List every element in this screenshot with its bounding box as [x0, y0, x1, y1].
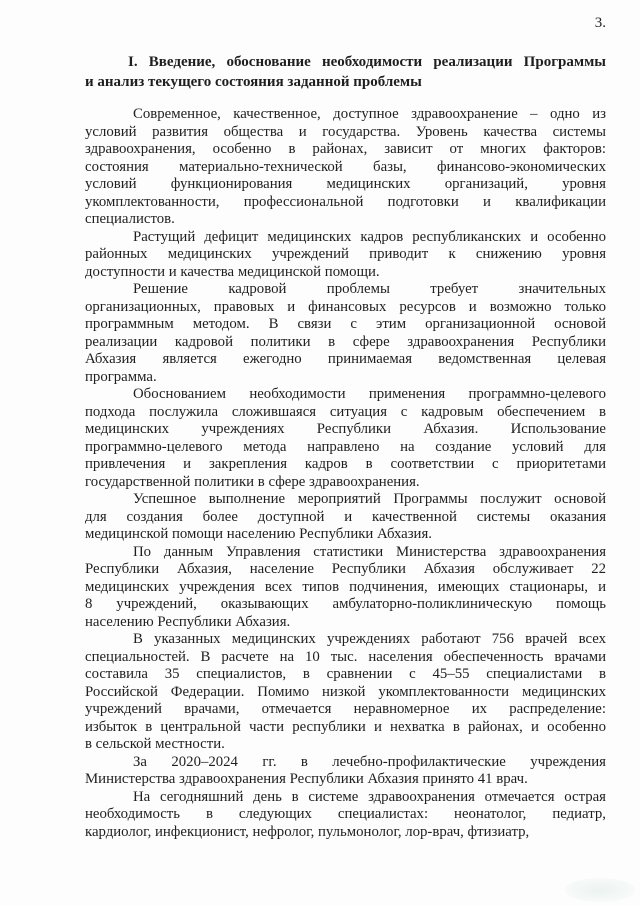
text-line: 8 учреждений, оказывающих амбулаторно-поликлиническую помощь: [85, 596, 606, 612]
paragraph: [85, 229, 606, 282]
text-line: государственной политики в сфере здравоохранения.: [85, 473, 420, 490]
heading-line: и анализ текущего состояния заданной проблемы: [85, 74, 422, 90]
text-line: специальностей. В расчете на 10 тыс. населения обеспеченность врачами: [85, 648, 606, 665]
text-line: районных медицинских учреждений приводит к снижению уровня: [85, 246, 606, 262]
paragraph: [85, 631, 606, 754]
text-line: За 2020–2024 гг. в лечебно-профилактические учреждения: [133, 753, 606, 770]
text-line: программным методом. В связи с этим организационной основой: [85, 316, 606, 332]
text-line: специалистов.: [85, 211, 175, 227]
paragraph: [85, 281, 606, 386]
text-line: программа.: [85, 368, 157, 385]
text-line: Растущий дефицит медицинских кадров республиканских и особенно: [133, 228, 606, 245]
text-line: доступности и качества медицинской помощи.: [85, 263, 380, 280]
text-line: Российской Федерации. Помимо низкой укомплектованности медицинских: [85, 683, 606, 700]
text-line: кардиолог, инфекционист, нефролог, пульмонолог, лор-врач, фтизиатр,: [85, 823, 530, 840]
paragraph: [85, 754, 606, 789]
paragraph: [85, 106, 606, 229]
text-line: Министерства здравоохранения Республики Абхазия принято 41 врач.: [85, 771, 528, 787]
text-line: медицинских учреждениях Республики Абхазия. Использование: [85, 421, 606, 437]
text-line: организационных, правовых и финансовых ресурсов и возможно только: [85, 298, 606, 315]
text-line: По данным Управления статистики Министерства здравоохранения: [133, 543, 606, 560]
text-line: состояния материально-технической базы, финансово-экономических: [85, 158, 606, 175]
text-line: На сегодняшний день в системе здравоохранения отмечается острая: [133, 788, 606, 805]
text-line: учреждений врачами, отмечается неравномерное их распределение:: [85, 701, 606, 717]
section-heading: [85, 52, 606, 92]
text-line: Абхазия является ежегодно принимаемая ведомственная целевая: [85, 351, 606, 367]
text-line: привлечения и закрепления кадров в соответствии с приоритетами: [85, 456, 606, 472]
text-line: реализации кадровой политики в сфере здравоохранения Республики: [85, 333, 606, 350]
scan-artifact: [565, 878, 635, 902]
paragraph: [85, 386, 606, 491]
text-line: Успешное выполнение мероприятий Программы послужит основой: [133, 491, 606, 507]
text-line: медицинских учреждения всех типов подчинения, имеющих стационары, и: [85, 578, 606, 595]
text-line: в сельской местности.: [85, 736, 225, 752]
paragraph: [85, 544, 606, 632]
heading-line: I. Введение, обоснование необходимости реализации Программы: [128, 54, 606, 70]
paragraph: [85, 491, 606, 544]
text-line: для создания более доступной и качественной системы оказания: [85, 508, 606, 525]
page-number: 3.: [594, 15, 606, 31]
text-line: населению Республики Абхазия.: [85, 613, 291, 630]
text-line: медицинской помощи населению Республики Абхазия.: [85, 526, 432, 542]
text-line: укомплектованности, профессиональной подготовки и квалификации: [85, 193, 606, 210]
text-line: Обоснованием необходимости применения программно-целевого: [133, 386, 606, 402]
paragraph: [85, 789, 606, 842]
text-line: необходимость в следующих специалистах: неонатолог, педиатр,: [85, 806, 606, 822]
text-line: составила 35 специалистов, в сравнении с 45–55 специалистами в: [85, 666, 606, 682]
text-line: В указанных медицинских учреждениях работают 756 врачей всех: [133, 631, 606, 647]
text-line: здравоохранения, особенно в районах, зависит от многих факторов:: [85, 141, 606, 157]
text-line: программно-целевого метода направлено на создание условий для: [85, 438, 606, 455]
text-line: условий развития общества и государства. Уровень качества системы: [85, 123, 606, 140]
text-line: Республики Абхазия, население Республики Абхазия обслуживает 22: [85, 561, 606, 577]
document-content: [85, 52, 606, 841]
document-body: [85, 106, 606, 841]
text-line: условий функционирования медицинских организаций, уровня: [85, 176, 606, 192]
text-line: Решение кадровой проблемы требует значительных: [133, 281, 606, 297]
text-line: Современное, качественное, доступное здравоохранение – одно из: [133, 106, 606, 122]
text-line: избыток в центральной части республики и нехватка в районах, и особенно: [85, 718, 606, 735]
text-line: подхода послужила сложившаяся ситуация с кадровым обеспечением в: [85, 403, 606, 420]
